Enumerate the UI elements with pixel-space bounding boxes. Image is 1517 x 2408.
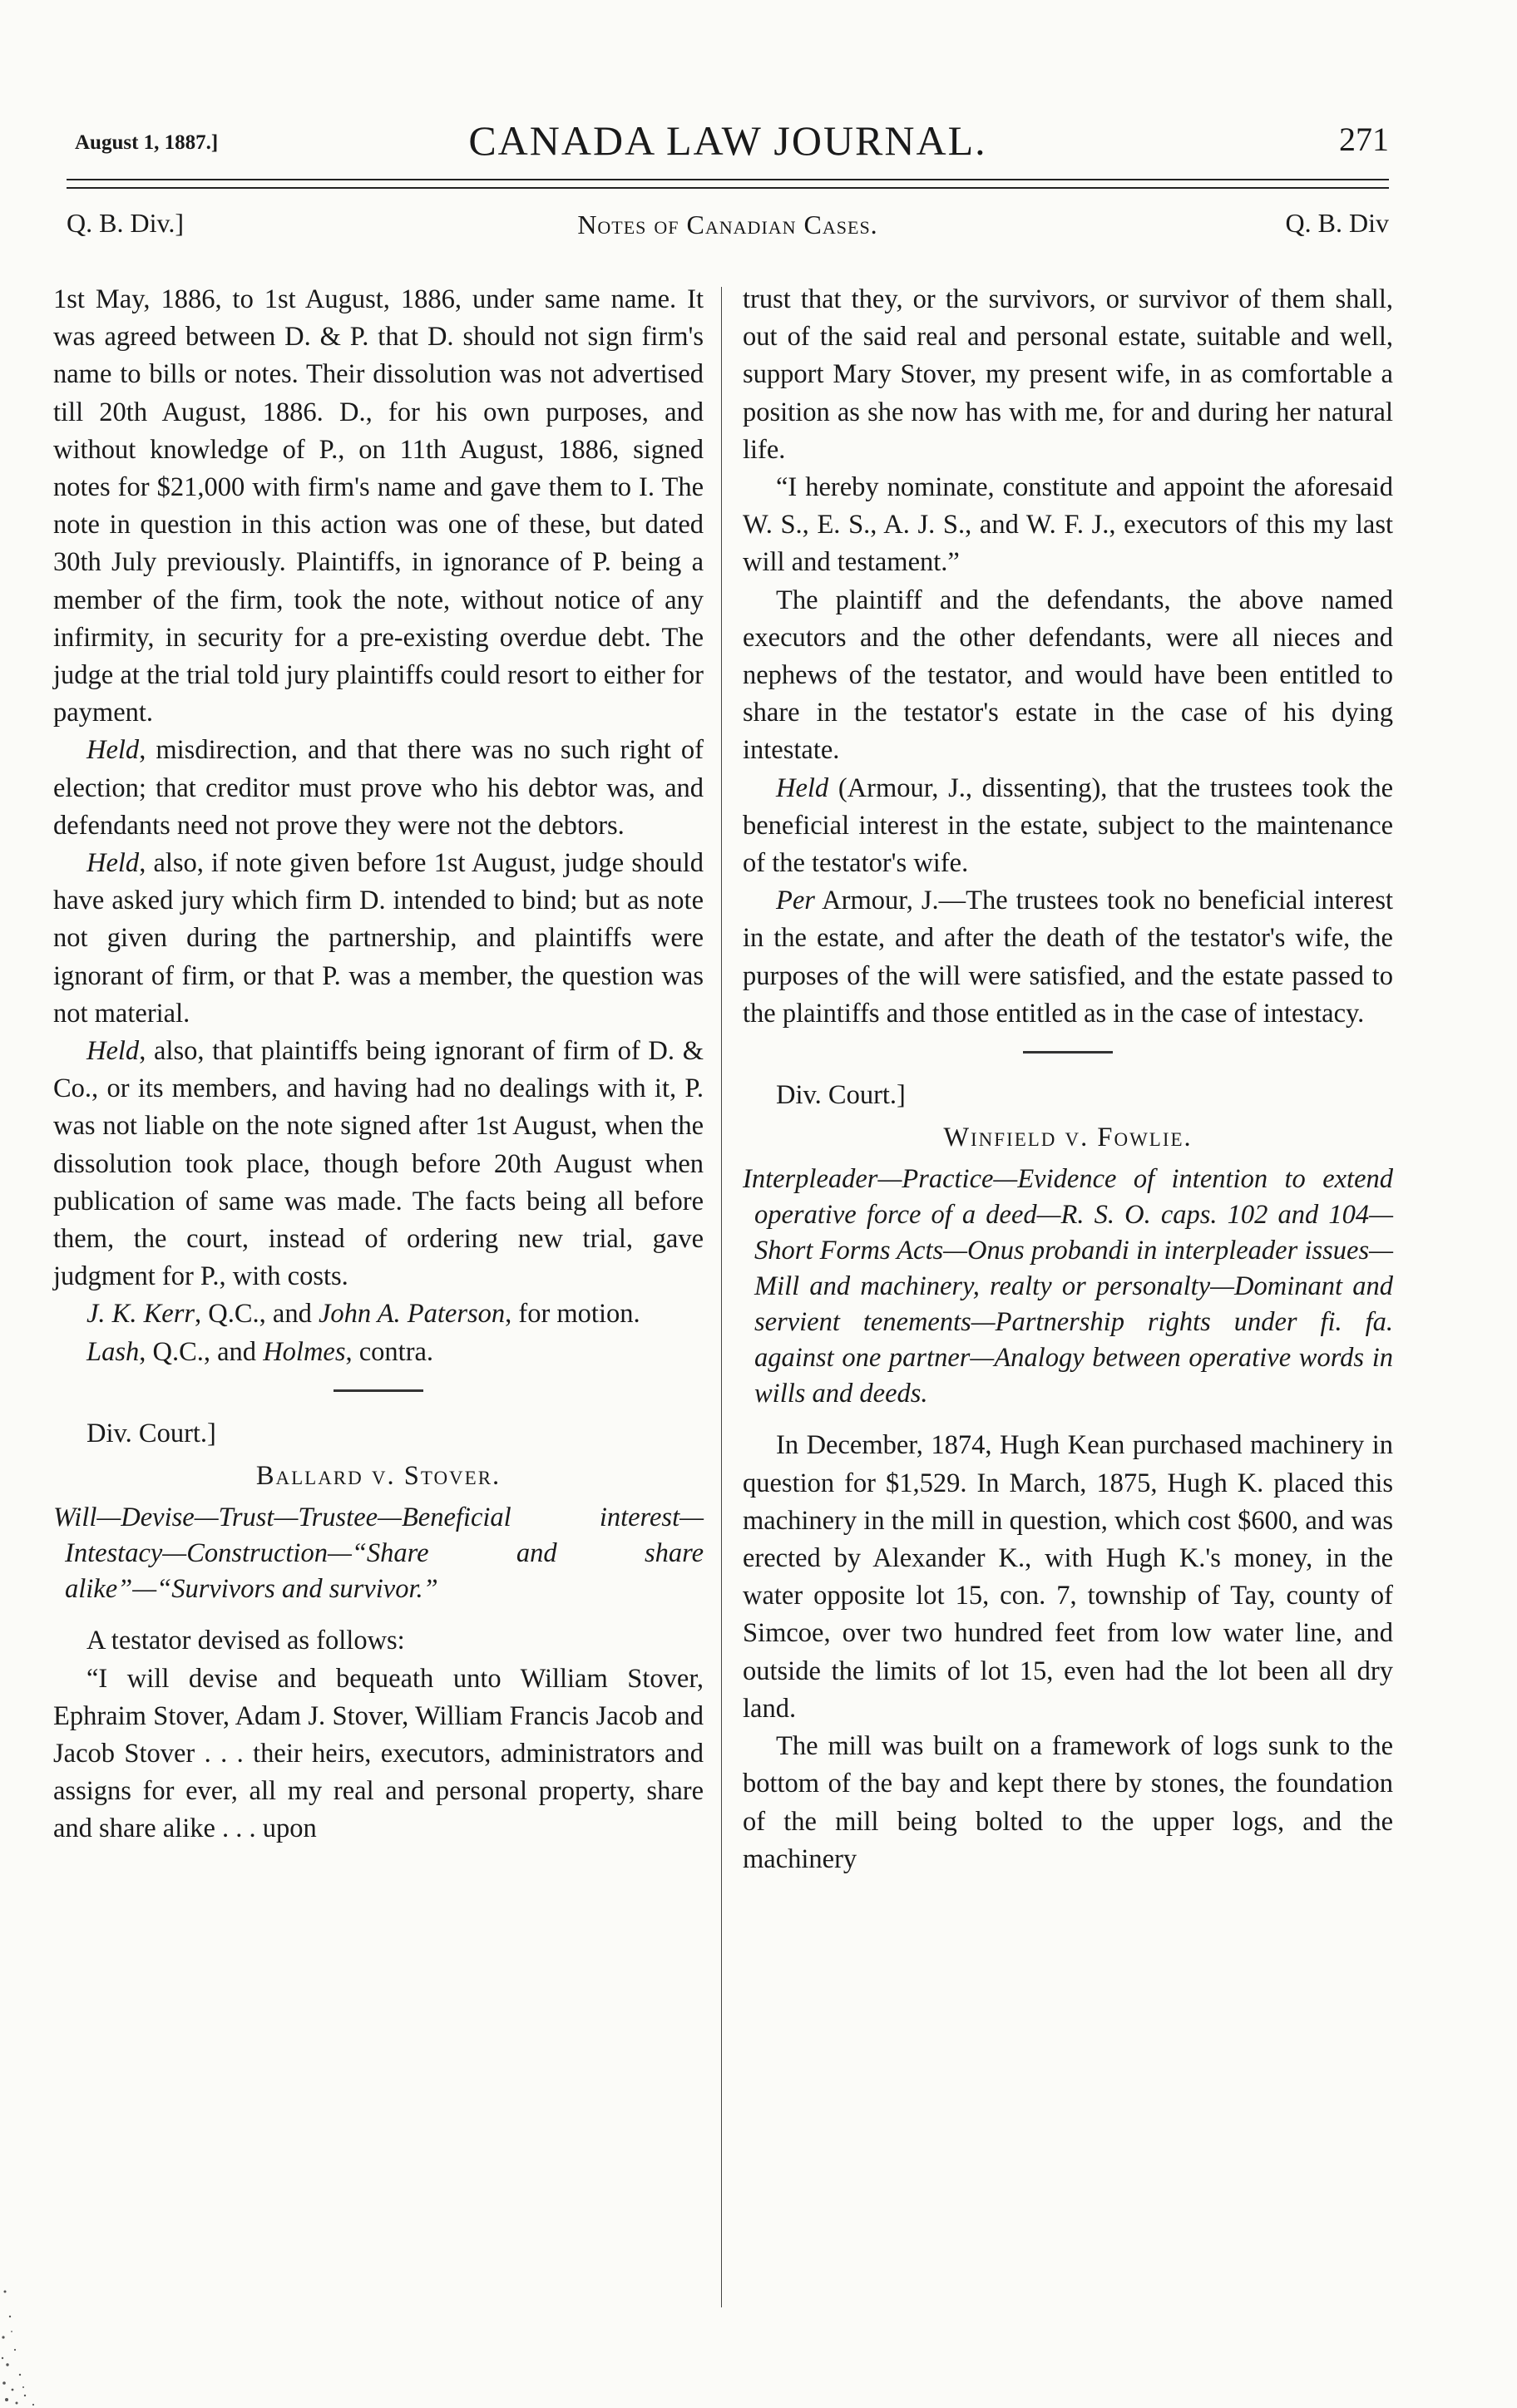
court-division-right: Q. B. Div [1285,208,1389,238]
running-header [67,116,1389,166]
counsel-line [53,1334,704,1371]
paragraph [743,882,1393,1033]
held-label: Held [86,735,140,766]
counsel-text: , contra. [345,1336,434,1367]
paragraph-text: , misdirection, and that there was no such right of election; that creditor must prove who his debtor was, and defendants need not prove they were not the debtors. [53,735,704,841]
section-separator [1023,1051,1113,1054]
per-label: Per [776,886,815,916]
counsel-text: , for motion. [505,1299,640,1330]
journal-title: CANADA LAW JOURNAL. [468,117,987,164]
paragraph: trust that they, or the survivors, or survivor of them shall, out of the said real and personal estate, suitable and well, support Mary Stover, my present wife, in as comfortable a position as she now has with me, for and during her natural life. [743,284,1393,465]
counsel-name: Holmes [263,1336,346,1367]
case-headnote: Interpleader—Practice—Evidence of intention to extend operative force of a deed—R. S. O. caps. 102 and 104—Short Forms Acts—Onus probandi in interpleader issues—Mill and machinery, realty or personalty—Dominant and servient tenements—Partnership rights under fi. fa. against one partner—Analogy between operative words in wills and deeds. [743,1164,1393,1409]
section-separator [334,1389,423,1392]
court-division-left: Q. B. Div.] [67,208,185,238]
page-number: 271 [1339,121,1389,158]
held-label: Held [86,1036,140,1067]
paragraph-text: Armour, J.—The trustees took no beneficial interest in the estate, and after the death of the testator's wife, the purposes of the will were satisfied, and the estate passed to the plaintiffs and those entitled as in the case of intestacy. [743,886,1393,1029]
paragraph [53,845,704,1033]
case-title: Ballard v. Stover. [255,1461,502,1492]
left-column [53,281,704,1848]
held-label: Held [776,772,829,803]
counsel-text: , Q.C., and [139,1336,264,1367]
paragraph [743,770,1393,883]
paragraph: In December, 1874, Hugh Kean purchased machinery in question for $1,529. In March, 1875, Hugh K. placed this machinery in the mill in question, which cost $600, and was erected by Alexander K., with Hugh K.'s money, in the water opposite lot 15, con. 7, township of Tay, county of Simcoe, over two hundred feet from low water line, and outside the limits of lot 15, even had the lot been all dry land. [743,1430,1393,1724]
page-edge-speckle [0,2258,58,2408]
paragraph: 1st May, 1886, to 1st August, 1886, under same name. It was agreed between D. & P. that D. should not sign firm's name to bills or notes. Their dissolution was not advertised till 20th August, 1886. D., for his own purposes, and without knowledge of P., on 11th August, 1886, signed notes for $21,000 with firm's name and gave them to I. The note in question in this action was one of these, but dated 30th July previously. Plaintiffs, in ignorance of P. being a member of the firm, took the note, without notice of any infirmity, in security for a pre-existing overdue debt. The judge at the trial told jury plaintiffs could resort to either for payment. [53,284,704,728]
section-subheader [67,208,1389,249]
held-label: Held [86,848,140,879]
paragraph-text: (Armour, J., dissenting), that the trustees took the beneficial interest in the estate, subject to the maintenance of the testator's wife. [743,772,1393,879]
header-rule-top [67,179,1389,180]
paragraph: “I will devise and bequeath unto William Stover, Ephraim Stover, Adam J. Stover, William Francis Jacob and Jacob Stover . . . their heirs, executors, administrators and assigns for ever, all my real and personal property, share and share alike . . . upon [53,1663,704,1844]
court-label: Div. Court.] [86,1418,216,1448]
paragraph-text: , also, that plaintiffs being ignorant of firm of D. & Co., or its members, and having had no dealings with it, P. was not liable on the note signed after 1st August, when the dissolution took place, though before 20th August when publication of same was made. The facts being all before them, the court, instead of ordering new trial, gave judgment for P., with costs. [53,1036,704,1292]
case-title: Winfield v. Fowlie. [943,1123,1193,1153]
paragraph: The mill was built on a framework of logs sunk to the bottom of the bay and kept there by stones, the foundation of the mill being bolted to the upper logs, and the machinery [743,1731,1393,1874]
issue-date: August 1, 1887.] [75,131,219,154]
court-label: Div. Court.] [776,1080,906,1111]
counsel-name: J. K. Kerr [86,1299,195,1330]
paragraph: The plaintiff and the defendants, the above named executors and the other defendants, were all nieces and nephews of the testator, and would have been entitled to share in the testator's estate in the case of his dying intestate. [743,585,1393,766]
paragraph: A testator devised as follows: [86,1626,405,1656]
counsel-name: John A. Paterson [318,1299,506,1330]
counsel-line [53,1295,704,1333]
paragraph [53,1033,704,1295]
section-title: Notes of Canadian Cases. [577,210,878,239]
case-headnote: Will—Devise—Trust—Trustee—Beneficial interest—Intestacy—Construction—“Share and share alike”—“Survivors and survivor.” [53,1503,704,1605]
header-rule-bottom [67,187,1389,189]
paragraph [53,732,704,845]
counsel-name: Lash [86,1336,140,1367]
counsel-text: , Q.C., and [195,1299,319,1330]
column-divider [721,287,722,2307]
paragraph: “I hereby nominate, constitute and appoint the aforesaid W. S., E. S., A. J. S., and W. F. J., executors of this my last will and testament.” [743,472,1393,578]
paragraph-text: , also, if note given before 1st August, judge should have asked jury which firm D. intended to bind; but as note not given during the partnership, and plaintiffs were ignorant of firm, or that P. was a member, the question was not material. [53,848,704,1029]
right-column [743,281,1393,1878]
